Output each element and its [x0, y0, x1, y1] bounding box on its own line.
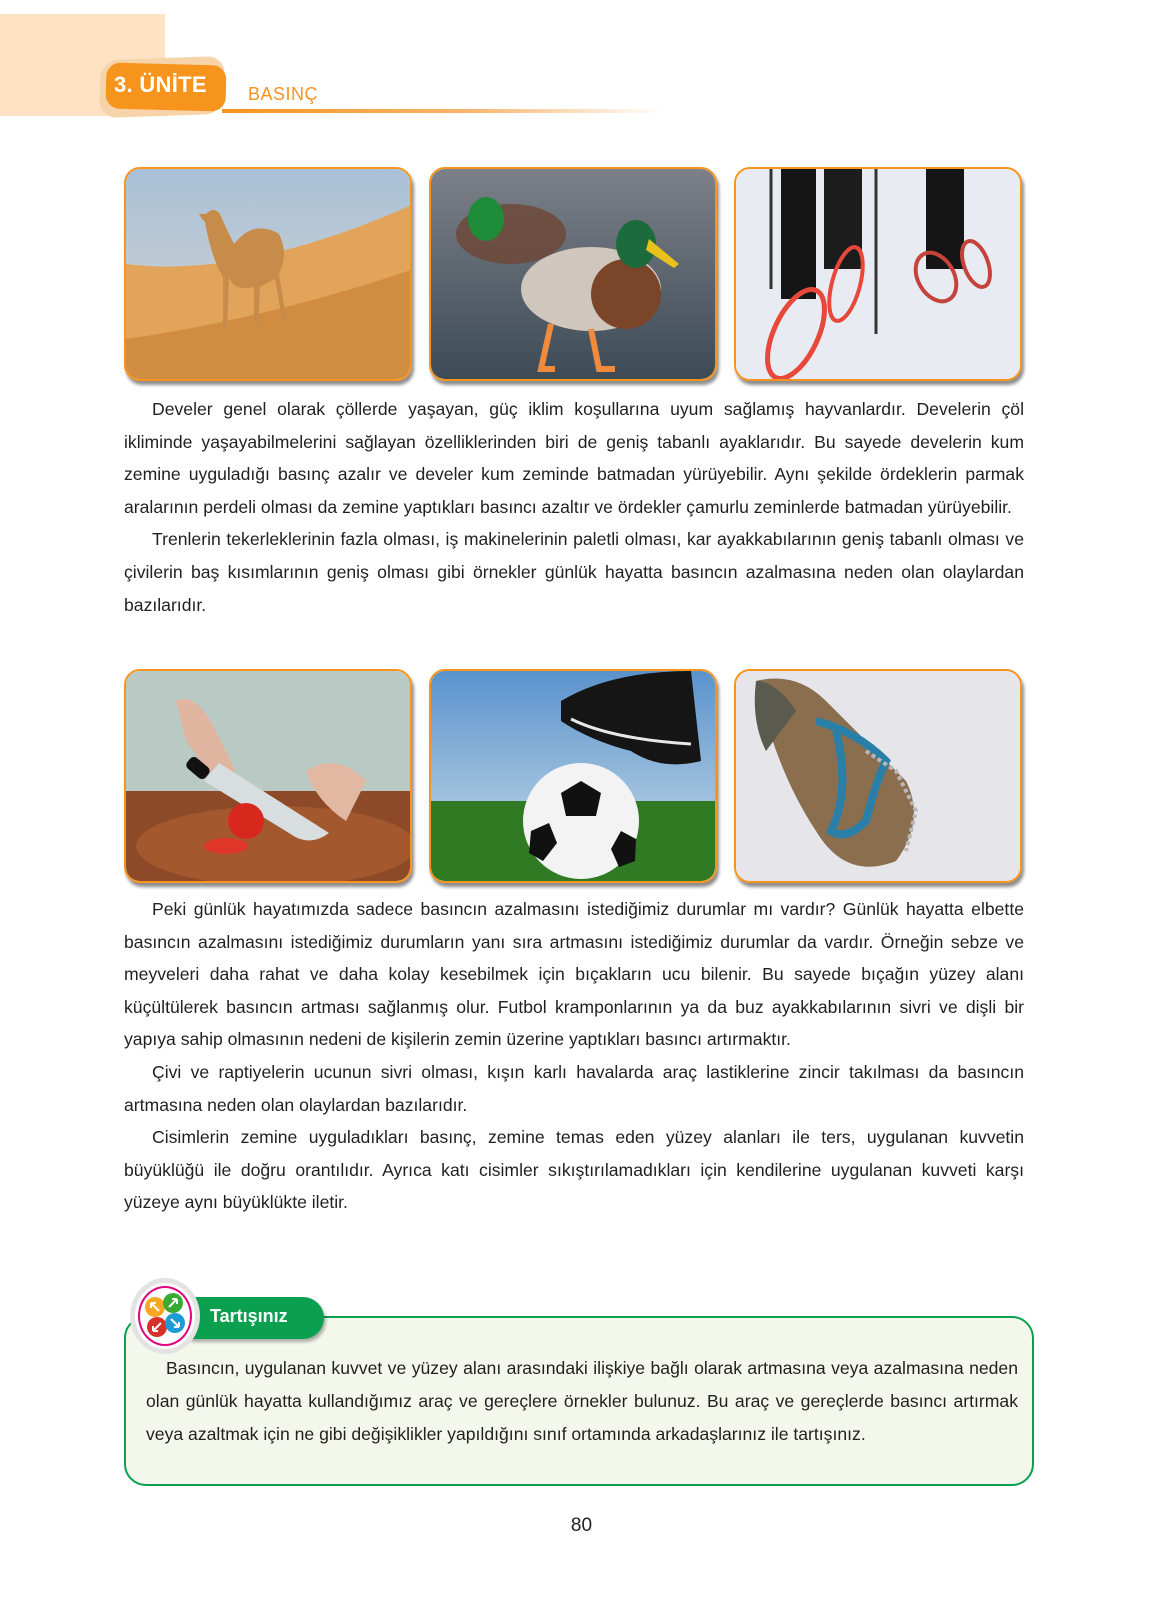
photo-crampon — [734, 669, 1022, 883]
unit-label: 3. ÜNİTE — [114, 72, 207, 97]
football-image — [431, 671, 717, 883]
crampon-image — [736, 671, 1022, 883]
paragraph-nails-chains: Çivi ve raptiyelerin ucunun sivri olması, kışın karlı havalarda araç lastiklerine zincir takılması da basıncın artmasına neden olan olaylardan bazılarıdır. — [124, 1061, 1024, 1115]
photo-snowshoes — [734, 167, 1022, 381]
paragraph-reduce-pressure-examples: Trenlerin tekerleklerinin fazla olması, iş makinelerinin paletli olması, kar ayakkabılarının geniş tabanlı olması ve çivilerin baş kısımlarının geniş olması gibi örnekler günlük hayatta basıncın azalmasına neden olan olaylardan bazılarıdır. — [124, 529, 1024, 615]
photo-ducks — [429, 167, 717, 381]
page-number: 80 — [570, 1515, 593, 1536]
body-text-2 — [124, 893, 1024, 1219]
header-rule — [222, 109, 662, 113]
knife-tomato-image — [126, 671, 412, 883]
discussion-title: Tartışınız — [210, 1306, 288, 1326]
photo-row-bottom — [124, 669, 1024, 887]
four-arrows-discussion-icon — [135, 1283, 195, 1349]
discussion-badge — [130, 1278, 200, 1354]
photo-row-top — [124, 167, 1024, 385]
unit-tab — [100, 58, 228, 116]
snowshoes-image — [736, 169, 1022, 381]
photo-knife-tomato — [124, 669, 412, 883]
ducks-image — [431, 169, 717, 381]
paragraph-pressure-rule: Cisimlerin zemine uyguladıkları basınç, zemine temas eden yüzey alanları ile ters, uygulanan kuvvetin büyüklüğü ile doğru orantılıdır. Ayrıca katı cisimler sıkıştırılamadıkları için kendilerine uygulanan kuvveti karşı yüzeye aynı büyüklükte iletir. — [124, 1127, 1024, 1213]
photo-football — [429, 669, 717, 883]
unit-title: BASINÇ — [248, 84, 319, 104]
discussion-title-tab — [188, 1297, 324, 1339]
camel-image — [126, 169, 412, 381]
discussion-text — [146, 1352, 1018, 1451]
paragraph-increase-pressure: Peki günlük hayatımızda sadece basıncın azalmasını istediğimiz durumlar mı vardır? Günlük hayatta elbette basıncın azalmasını istediğimiz durumların yanı sıra artmasını istediğimiz durumlar da vardır. Örneğin sebze ve meyveleri daha rahat ve daha kolay kesebilmek için bıçakların ucu bilenir. Bu sayede bıçağın yüzey alanı küçültülerek basıncın artması sağlanmış olur. Futbol kramponlarının ya da buz ayakkabılarının sivri ve dişli bir yapıya sahip olmasının nedeni de kişilerin zemin üzerine yaptıkları basıncı artırmaktır. — [124, 899, 1024, 1050]
body-text-1 — [124, 393, 1024, 621]
photo-camel — [124, 167, 412, 381]
paragraph-camels-ducks: Develer genel olarak çöllerde yaşayan, güç iklim koşullarına uyum sağlamış hayvanlardır. Develerin çöl ikliminde yaşayabilmelerini sağlayan özelliklerinden biri de geniş tabanlı ayaklarıdır. Bu sayede develerin kum zemine uyguladığı basınç azalır ve develer kum zeminde batmadan yürüyebilir. Aynı şekilde ördeklerin parmak aralarının perdeli olması da zemine yaptıkları basıncı azaltır ve ördekler çamurlu zeminlerde batmadan yürüyebilir. — [124, 399, 1024, 517]
discussion-paragraph: Basıncın, uygulanan kuvvet ve yüzey alanı arasındaki ilişkiye bağlı olarak artmasına veya azalmasına neden olan günlük hayatta kullandığımız araç ve gereçlere örnekler bulunuz. Bu araç ve gereçlerde basıncı artırmak veya azaltmak için ne gibi değişiklikler yapıldığını sınıf ortamında arkadaşlarınız ile tartışınız. — [146, 1358, 1018, 1444]
